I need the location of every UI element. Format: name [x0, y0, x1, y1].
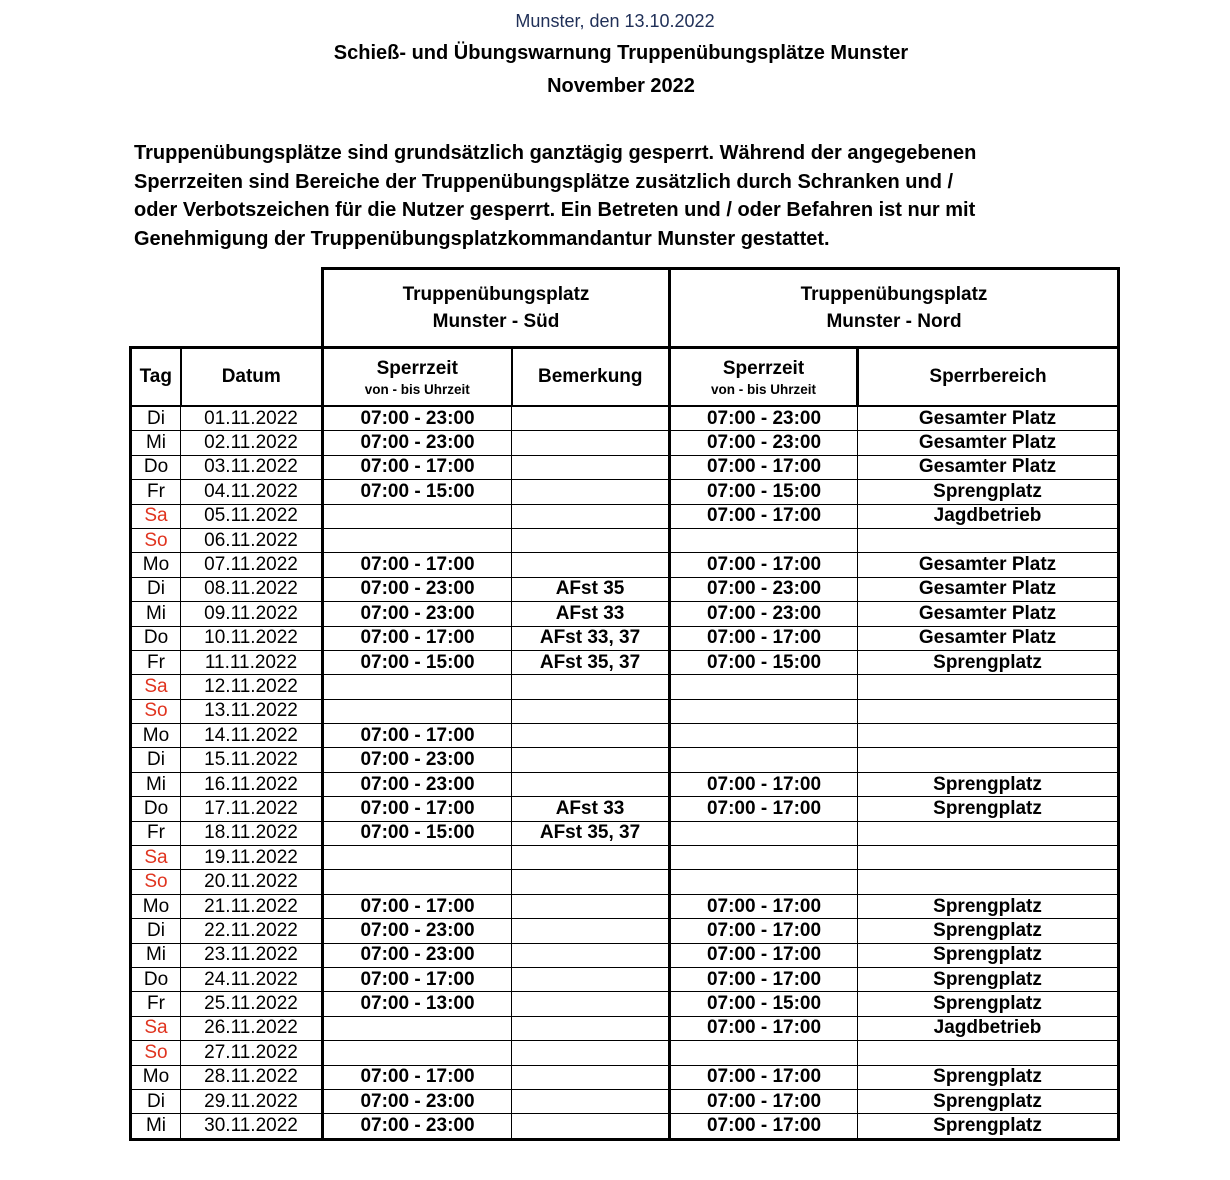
- sperrzeit-label: Sperrzeit: [376, 357, 458, 379]
- table-row: [131, 455, 1119, 479]
- sperrzeit-label: Sperrzeit: [722, 357, 805, 379]
- cell-bemerkung: [512, 772, 670, 796]
- cell-datum: 14.11.2022: [181, 724, 323, 748]
- cell-sperrbereich: Gesamter Platz: [858, 602, 1119, 626]
- group-header-nord: [670, 269, 1119, 348]
- group-nord-line2: Munster - Nord: [826, 311, 962, 332]
- cell-sperrzeit-sued: 07:00 - 23:00: [323, 1089, 512, 1113]
- cell-datum: 13.11.2022: [181, 699, 323, 723]
- cell-sperrzeit-nord: [670, 1041, 858, 1065]
- cell-tag: So: [131, 699, 181, 723]
- group-header-sued: [323, 269, 670, 348]
- cell-bemerkung: AFst 35, 37: [512, 821, 670, 845]
- cell-sperrzeit-nord: 07:00 - 17:00: [670, 1016, 858, 1040]
- cell-bemerkung: [512, 1089, 670, 1113]
- cell-datum: 03.11.2022: [181, 455, 323, 479]
- cell-bemerkung: AFst 33: [512, 797, 670, 821]
- col-header-datum: Datum: [181, 348, 323, 407]
- cell-bemerkung: [512, 699, 670, 723]
- document-date: Munster, den 13.10.2022: [515, 11, 715, 31]
- cell-bemerkung: AFst 33: [512, 602, 670, 626]
- cell-datum: 04.11.2022: [181, 480, 323, 504]
- cell-tag: Fr: [131, 650, 181, 674]
- cell-sperrzeit-nord: 07:00 - 23:00: [670, 602, 858, 626]
- cell-bemerkung: [512, 480, 670, 504]
- cell-sperrzeit-nord: [670, 528, 858, 552]
- cell-bemerkung: AFst 35, 37: [512, 650, 670, 674]
- cell-tag: Mi: [131, 431, 181, 455]
- table-row: [131, 1114, 1119, 1139]
- cell-tag: Di: [131, 406, 181, 431]
- cell-sperrzeit-sued: [323, 846, 512, 870]
- cell-sperrzeit-nord: 07:00 - 17:00: [670, 919, 858, 943]
- cell-bemerkung: [512, 1065, 670, 1089]
- cell-sperrzeit-nord: 07:00 - 15:00: [670, 992, 858, 1016]
- cell-tag: Do: [131, 626, 181, 650]
- intro-line: Sperrzeiten sind Bereiche der Truppenübungsplätze zusätzlich durch Schranken und /: [134, 170, 954, 193]
- cell-bemerkung: AFst 35: [512, 577, 670, 601]
- cell-sperrbereich: [858, 748, 1119, 772]
- table-row: [131, 431, 1119, 455]
- table-row: [131, 650, 1119, 674]
- cell-sperrbereich: [858, 846, 1119, 870]
- cell-sperrzeit-sued: 07:00 - 17:00: [323, 797, 512, 821]
- cell-sperrzeit-sued: [323, 1041, 512, 1065]
- cell-sperrbereich: [858, 528, 1119, 552]
- cell-sperrbereich: Sprengplatz: [858, 650, 1119, 674]
- cell-sperrzeit-nord: [670, 821, 858, 845]
- cell-bemerkung: [512, 870, 670, 894]
- cell-bemerkung: [512, 1114, 670, 1139]
- cell-tag: Mo: [131, 1065, 181, 1089]
- cell-sperrzeit-nord: 07:00 - 17:00: [670, 772, 858, 796]
- cell-sperrzeit-nord: 07:00 - 17:00: [670, 1114, 858, 1139]
- cell-datum: 22.11.2022: [181, 919, 323, 943]
- cell-sperrzeit-nord: 07:00 - 17:00: [670, 1065, 858, 1089]
- cell-sperrzeit-nord: 07:00 - 17:00: [670, 967, 858, 991]
- table-row: [131, 821, 1119, 845]
- cell-bemerkung: [512, 992, 670, 1016]
- group-sued-line2: Munster - Süd: [432, 311, 560, 332]
- table-row: [131, 992, 1119, 1016]
- cell-sperrzeit-nord: 07:00 - 17:00: [670, 553, 858, 577]
- cell-sperrbereich: Sprengplatz: [858, 992, 1119, 1016]
- cell-sperrbereich: [858, 1041, 1119, 1065]
- cell-sperrbereich: Sprengplatz: [858, 1089, 1119, 1113]
- cell-sperrzeit-nord: [670, 748, 858, 772]
- cell-tag: So: [131, 528, 181, 552]
- cell-tag: Di: [131, 577, 181, 601]
- cell-sperrzeit-nord: 07:00 - 17:00: [670, 1089, 858, 1113]
- cell-sperrbereich: Sprengplatz: [858, 894, 1119, 918]
- cell-bemerkung: [512, 675, 670, 699]
- cell-datum: 10.11.2022: [181, 626, 323, 650]
- document-title: Schieß- und Übungswarnung Truppenübungsplätze Munster: [333, 42, 909, 64]
- intro-line: Truppenübungsplätze sind grundsätzlich ganztägig gesperrt. Während der angegebenen: [134, 142, 977, 164]
- cell-datum: 16.11.2022: [181, 772, 323, 796]
- table-row: [131, 919, 1119, 943]
- cell-sperrzeit-sued: 07:00 - 17:00: [323, 967, 512, 991]
- cell-sperrbereich: Sprengplatz: [858, 919, 1119, 943]
- table-row: [131, 748, 1119, 772]
- cell-datum: 05.11.2022: [181, 504, 323, 528]
- cell-tag: Mi: [131, 1114, 181, 1139]
- cell-sperrzeit-sued: 07:00 - 17:00: [323, 724, 512, 748]
- cell-sperrzeit-sued: 07:00 - 23:00: [323, 919, 512, 943]
- cell-datum: 21.11.2022: [181, 894, 323, 918]
- cell-tag: Fr: [131, 992, 181, 1016]
- cell-bemerkung: [512, 553, 670, 577]
- cell-sperrzeit-nord: [670, 846, 858, 870]
- cell-tag: Do: [131, 797, 181, 821]
- table-row: [131, 480, 1119, 504]
- cell-sperrzeit-sued: 07:00 - 23:00: [323, 577, 512, 601]
- cell-tag: Mi: [131, 943, 181, 967]
- table-row: [131, 675, 1119, 699]
- cell-sperrzeit-sued: 07:00 - 23:00: [323, 943, 512, 967]
- cell-sperrzeit-sued: 07:00 - 17:00: [323, 455, 512, 479]
- cell-sperrbereich: Jagdbetrieb: [858, 504, 1119, 528]
- cell-sperrzeit-sued: 07:00 - 17:00: [323, 626, 512, 650]
- cell-sperrzeit-nord: 07:00 - 17:00: [670, 455, 858, 479]
- cell-sperrzeit-sued: [323, 870, 512, 894]
- cell-sperrbereich: [858, 724, 1119, 748]
- cell-sperrzeit-sued: 07:00 - 17:00: [323, 1065, 512, 1089]
- cell-tag: Do: [131, 455, 181, 479]
- table-row: [131, 967, 1119, 991]
- cell-datum: 09.11.2022: [181, 602, 323, 626]
- cell-sperrbereich: Sprengplatz: [858, 480, 1119, 504]
- cell-tag: Fr: [131, 480, 181, 504]
- cell-bemerkung: [512, 724, 670, 748]
- cell-bemerkung: [512, 528, 670, 552]
- col-header-sperrzeit-sued: [323, 348, 512, 407]
- cell-sperrzeit-nord: 07:00 - 17:00: [670, 943, 858, 967]
- cell-tag: Fr: [131, 821, 181, 845]
- cell-sperrbereich: [858, 821, 1119, 845]
- cell-sperrzeit-sued: 07:00 - 23:00: [323, 431, 512, 455]
- cell-sperrbereich: [858, 870, 1119, 894]
- cell-sperrbereich: Sprengplatz: [858, 1065, 1119, 1089]
- cell-sperrzeit-sued: [323, 528, 512, 552]
- cell-datum: 18.11.2022: [181, 821, 323, 845]
- cell-sperrzeit-nord: 07:00 - 23:00: [670, 577, 858, 601]
- cell-datum: 12.11.2022: [181, 675, 323, 699]
- cell-bemerkung: [512, 455, 670, 479]
- schedule-body: [131, 406, 1119, 1139]
- table-row: [131, 772, 1119, 796]
- cell-datum: 11.11.2022: [181, 650, 323, 674]
- intro-line: Genehmigung der Truppenübungsplatzkommandantur Munster gestattet.: [134, 228, 830, 251]
- cell-sperrbereich: Gesamter Platz: [858, 577, 1119, 601]
- cell-bemerkung: [512, 894, 670, 918]
- sperrzeit-sub-label: von - bis Uhrzeit: [364, 381, 470, 397]
- document-subtitle: November 2022: [547, 75, 695, 97]
- cell-sperrzeit-sued: [323, 675, 512, 699]
- group-sued-line1: Truppenübungsplatz: [402, 284, 590, 305]
- table-row: [131, 577, 1119, 601]
- cell-sperrbereich: Sprengplatz: [858, 943, 1119, 967]
- cell-sperrzeit-nord: 07:00 - 17:00: [670, 797, 858, 821]
- table-row: [131, 1065, 1119, 1089]
- cell-sperrbereich: Sprengplatz: [858, 772, 1119, 796]
- cell-sperrbereich: [858, 699, 1119, 723]
- cell-sperrzeit-sued: 07:00 - 17:00: [323, 894, 512, 918]
- cell-sperrzeit-sued: 07:00 - 23:00: [323, 1114, 512, 1139]
- cell-bemerkung: [512, 504, 670, 528]
- cell-datum: 28.11.2022: [181, 1065, 323, 1089]
- cell-sperrzeit-sued: 07:00 - 13:00: [323, 992, 512, 1016]
- cell-sperrzeit-nord: 07:00 - 17:00: [670, 626, 858, 650]
- cell-sperrbereich: Sprengplatz: [858, 1114, 1119, 1139]
- table-row: [131, 504, 1119, 528]
- cell-tag: Mi: [131, 772, 181, 796]
- cell-sperrbereich: Gesamter Platz: [858, 406, 1119, 431]
- table-row: [131, 626, 1119, 650]
- column-header-row: [131, 348, 1119, 407]
- table-row: [131, 943, 1119, 967]
- cell-sperrbereich: Gesamter Platz: [858, 626, 1119, 650]
- cell-tag: Mo: [131, 724, 181, 748]
- cell-sperrzeit-nord: [670, 870, 858, 894]
- cell-sperrzeit-sued: 07:00 - 15:00: [323, 480, 512, 504]
- cell-datum: 15.11.2022: [181, 748, 323, 772]
- cell-sperrzeit-sued: [323, 504, 512, 528]
- cell-tag: Sa: [131, 675, 181, 699]
- cell-sperrbereich: Sprengplatz: [858, 967, 1119, 991]
- cell-sperrzeit-nord: 07:00 - 17:00: [670, 504, 858, 528]
- table-row: [131, 870, 1119, 894]
- cell-tag: Mo: [131, 894, 181, 918]
- cell-sperrzeit-sued: 07:00 - 23:00: [323, 748, 512, 772]
- cell-datum: 01.11.2022: [181, 406, 323, 431]
- cell-bemerkung: [512, 748, 670, 772]
- cell-bemerkung: [512, 1016, 670, 1040]
- table-row: [131, 846, 1119, 870]
- cell-datum: 27.11.2022: [181, 1041, 323, 1065]
- cell-datum: 20.11.2022: [181, 870, 323, 894]
- cell-sperrzeit-nord: 07:00 - 15:00: [670, 650, 858, 674]
- schedule-table: [129, 267, 1120, 1141]
- table-row: [131, 1089, 1119, 1113]
- cell-sperrzeit-nord: 07:00 - 17:00: [670, 894, 858, 918]
- cell-tag: Di: [131, 1089, 181, 1113]
- cell-tag: Di: [131, 919, 181, 943]
- cell-tag: Do: [131, 967, 181, 991]
- cell-tag: So: [131, 1041, 181, 1065]
- cell-datum: 25.11.2022: [181, 992, 323, 1016]
- cell-datum: 06.11.2022: [181, 528, 323, 552]
- cell-bemerkung: [512, 846, 670, 870]
- table-row: [131, 797, 1119, 821]
- group-header-blank: [131, 269, 323, 348]
- cell-sperrzeit-sued: 07:00 - 23:00: [323, 602, 512, 626]
- table-row: [131, 699, 1119, 723]
- cell-bemerkung: [512, 919, 670, 943]
- cell-sperrzeit-sued: 07:00 - 15:00: [323, 650, 512, 674]
- cell-sperrzeit-sued: [323, 699, 512, 723]
- cell-datum: 07.11.2022: [181, 553, 323, 577]
- col-header-bemerkung: Bemerkung: [512, 348, 670, 407]
- cell-sperrzeit-sued: 07:00 - 23:00: [323, 406, 512, 431]
- cell-sperrbereich: [858, 675, 1119, 699]
- cell-sperrzeit-nord: 07:00 - 23:00: [670, 406, 858, 431]
- cell-sperrbereich: Gesamter Platz: [858, 553, 1119, 577]
- col-header-sperrbereich: Sperrbereich: [858, 348, 1119, 407]
- cell-sperrzeit-sued: 07:00 - 15:00: [323, 821, 512, 845]
- cell-bemerkung: [512, 967, 670, 991]
- cell-bemerkung: [512, 431, 670, 455]
- group-header-row: [131, 269, 1119, 348]
- cell-datum: 29.11.2022: [181, 1089, 323, 1113]
- cell-bemerkung: AFst 33, 37: [512, 626, 670, 650]
- cell-tag: Sa: [131, 504, 181, 528]
- table-row: [131, 406, 1119, 431]
- cell-sperrzeit-nord: [670, 699, 858, 723]
- cell-bemerkung: [512, 943, 670, 967]
- group-nord-line1: Truppenübungsplatz: [800, 284, 988, 305]
- cell-datum: 24.11.2022: [181, 967, 323, 991]
- cell-tag: So: [131, 870, 181, 894]
- cell-bemerkung: [512, 406, 670, 431]
- intro-line: oder Verbotszeichen für die Nutzer gesperrt. Ein Betreten und / oder Befahren ist nur mit: [134, 199, 976, 222]
- intro-paragraph: [134, 139, 1144, 254]
- cell-datum: 26.11.2022: [181, 1016, 323, 1040]
- cell-sperrzeit-nord: [670, 724, 858, 748]
- cell-tag: Di: [131, 748, 181, 772]
- table-row: [131, 1041, 1119, 1065]
- cell-datum: 08.11.2022: [181, 577, 323, 601]
- table-row: [131, 894, 1119, 918]
- cell-sperrzeit-sued: 07:00 - 17:00: [323, 553, 512, 577]
- cell-sperrbereich: Gesamter Platz: [858, 455, 1119, 479]
- col-header-sperrzeit-nord: [670, 348, 858, 407]
- col-header-tag: Tag: [131, 348, 181, 407]
- cell-sperrzeit-nord: [670, 675, 858, 699]
- cell-bemerkung: [512, 1041, 670, 1065]
- table-row: [131, 1016, 1119, 1040]
- cell-tag: Mi: [131, 602, 181, 626]
- table-row: [131, 553, 1119, 577]
- sperrzeit-sub-label: von - bis Uhrzeit: [711, 381, 817, 397]
- cell-tag: Sa: [131, 1016, 181, 1040]
- cell-tag: Mo: [131, 553, 181, 577]
- cell-sperrbereich: Gesamter Platz: [858, 431, 1119, 455]
- cell-datum: 23.11.2022: [181, 943, 323, 967]
- cell-datum: 02.11.2022: [181, 431, 323, 455]
- cell-datum: 30.11.2022: [181, 1114, 323, 1139]
- table-row: [131, 528, 1119, 552]
- cell-sperrbereich: Jagdbetrieb: [858, 1016, 1119, 1040]
- cell-tag: Sa: [131, 846, 181, 870]
- cell-sperrzeit-sued: [323, 1016, 512, 1040]
- cell-sperrzeit-nord: 07:00 - 23:00: [670, 431, 858, 455]
- cell-sperrzeit-nord: 07:00 - 15:00: [670, 480, 858, 504]
- cell-sperrzeit-sued: 07:00 - 23:00: [323, 772, 512, 796]
- cell-sperrbereich: Sprengplatz: [858, 797, 1119, 821]
- table-row: [131, 602, 1119, 626]
- table-row: [131, 724, 1119, 748]
- cell-datum: 19.11.2022: [181, 846, 323, 870]
- cell-datum: 17.11.2022: [181, 797, 323, 821]
